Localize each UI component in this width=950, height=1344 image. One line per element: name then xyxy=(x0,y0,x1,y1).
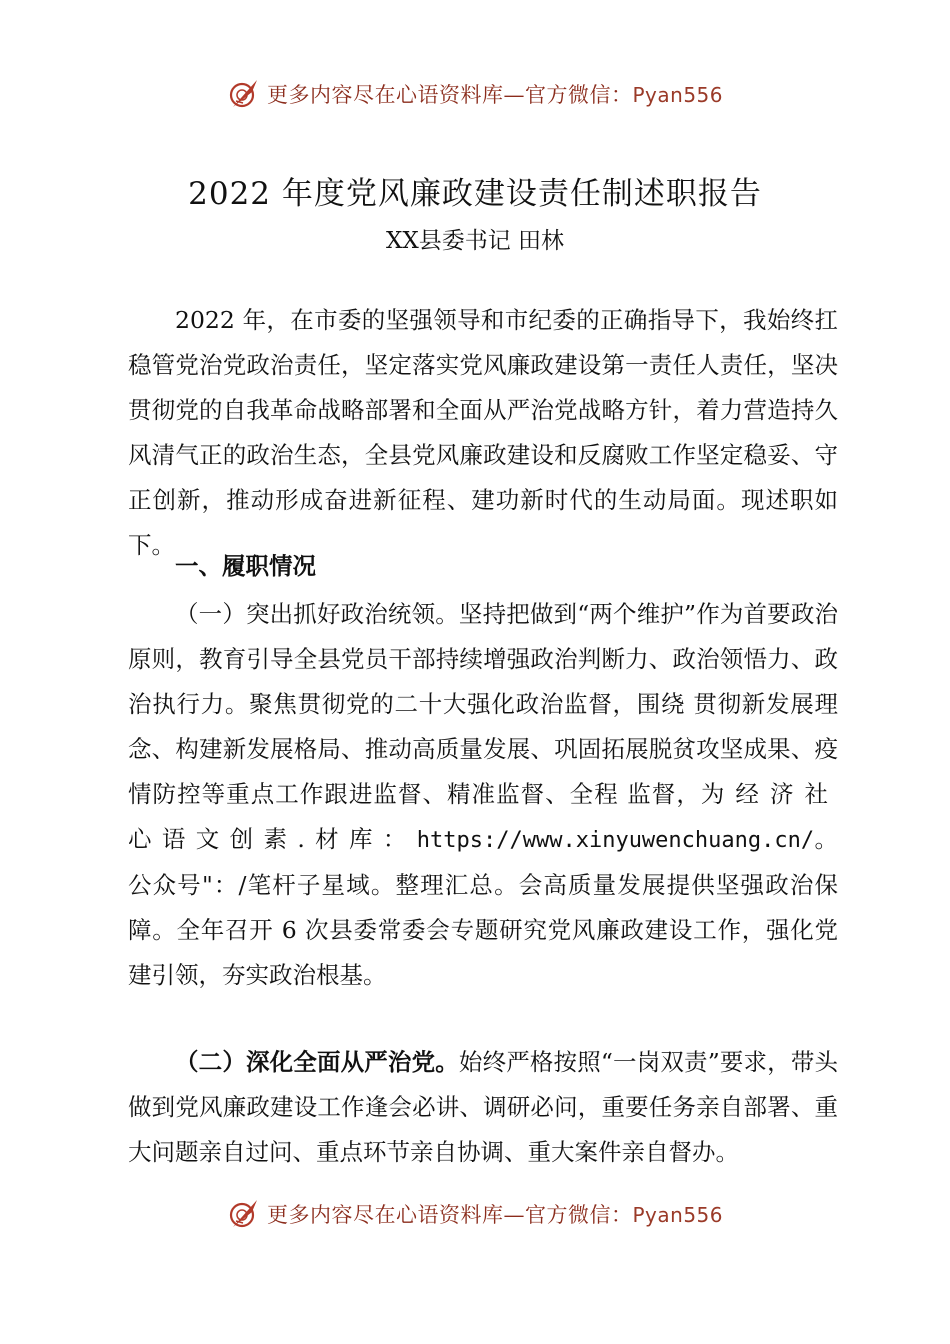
banner-text xyxy=(267,1199,723,1229)
banner-text xyxy=(267,79,723,109)
paragraph-intro-text: 2022 年，在市委的坚强领导和市纪委的正确指导下，我始终扛稳管党治党政治责任，坚定落实党风廉政建设第一责任人责任，坚决贯彻党的自我革命战略部署和全面从严治党战略方针，着力营造持久风清气正的政治生态，全县党风廉政建设和反腐败工作坚定稳妥、守正创新，推动形成奋进新征程、建功新时代的生动局面。现述职如下。 xyxy=(128,306,838,559)
website-link: https://www.xinyuwenchuang.cn/ xyxy=(416,828,815,853)
quill-logo-icon xyxy=(227,1197,261,1231)
banner-dash: — xyxy=(503,1203,525,1227)
banner-label: 官方微信： xyxy=(524,1203,633,1227)
banner-wechat-id: Pyan556 xyxy=(632,1203,723,1227)
quill-logo-icon xyxy=(227,77,261,111)
header-banner xyxy=(0,72,950,116)
banner-label: 官方微信： xyxy=(524,83,633,107)
document-title: 2022 年度党风廉政建设责任制述职报告 xyxy=(188,176,762,212)
paragraph-2-part-c: 。公众号"：/笔杆子星域。整理汇总。会高质量发展提供坚强政治保障。全年召开 6 次县委常委会专题研究党风廉政建设工作，强化党建引领，夯实政治根基。 xyxy=(128,825,838,989)
paragraph-political-leadership xyxy=(128,592,838,998)
banner-main-text: 更多内容尽在心语资料库 xyxy=(266,83,504,107)
section-heading-text: 一、履职情况 xyxy=(175,552,316,580)
banner-wechat-id: Pyan556 xyxy=(632,83,723,107)
paragraph-party-discipline xyxy=(128,1040,838,1175)
paragraph-2-part-b: 为经济社心语文创素.材库： xyxy=(128,780,838,853)
paragraph-3-text: 始终严格按照“一岗双责”要求，带头做到党风廉政建设工作逢会必讲、调研必问，重要任务亲自部署、重大问题亲自过问、重点环节亲自协调、重大案件亲自督办。 xyxy=(128,1048,839,1166)
banner-main-text: 更多内容尽在心语资料库 xyxy=(266,1203,504,1227)
banner-dash: — xyxy=(503,83,525,107)
paragraph-3-heading: （二）深化全面从严治党。 xyxy=(175,1048,459,1076)
footer-banner xyxy=(0,1192,950,1236)
paragraph-2-part-a: （一）突出抓好政治统领。坚持把做到“两个维护”作为首要政治原则，教育引导全县党员干部持续增强政治判断力、政治领悟力、政治执行力。聚焦贯彻党的二十大强化政治监督，围绕 贯彻新发展理念、构建新发展格局、推动高质量发展、巩固拓展脱贫攻坚成果、疫情防控等重点工作跟进监督、精准监督、全程 监督， xyxy=(128,600,838,808)
document-subtitle: XX县委书记 田林 xyxy=(385,228,565,254)
section-heading-1 xyxy=(128,544,838,589)
paragraph-intro xyxy=(128,298,838,568)
